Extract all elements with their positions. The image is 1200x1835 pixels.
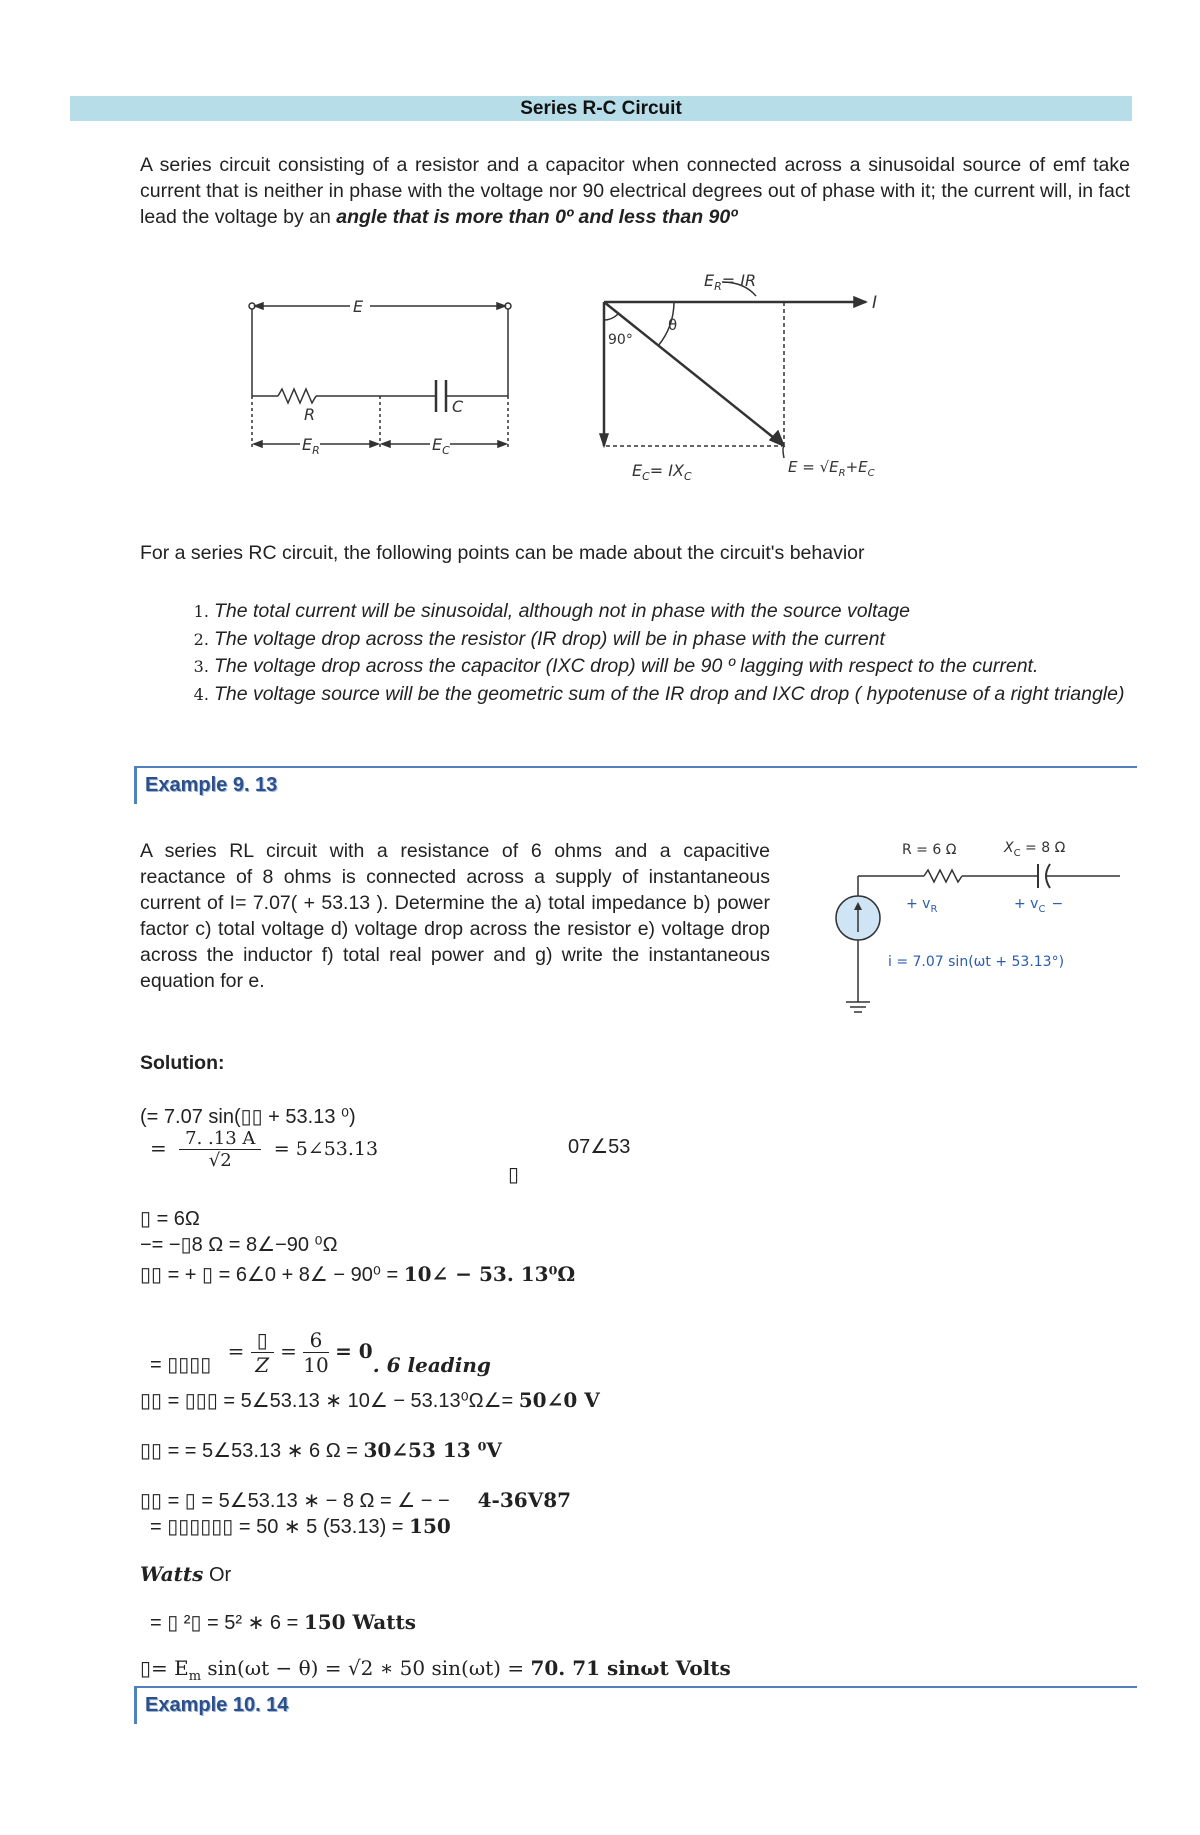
phasor-label-ER: $E_R=$ IR xyxy=(704,271,757,293)
impedance-eq: ▯▯ = + ▯ = 6∠0 + 8∠ − 90⁰ = 10∠ − 53. 13⁰Ω xyxy=(140,1262,576,1286)
label-C: C xyxy=(452,397,464,416)
label-vR: + $v_R$ xyxy=(906,896,938,915)
example-header-next xyxy=(134,1686,1137,1724)
label-Xc-8ohm: $X_C = 8$ Ω xyxy=(1004,840,1066,859)
side-note: 07∠53 xyxy=(568,1136,631,1158)
reactance-eq: −= −▯8 Ω = 8∠−90 ⁰Ω xyxy=(140,1234,338,1256)
list-item: 2. The voltage drop across the resistor (IR drop) will be in phase with the current xyxy=(214,626,1169,654)
label-EC: $E_C$ xyxy=(432,435,450,457)
example-header xyxy=(134,766,1137,804)
fraction: $\frac{7. .13 A}{√2}$ xyxy=(179,1128,261,1171)
rc-source-circuit xyxy=(824,830,1124,1030)
points-intro: For a series RC circuit, the following points can be made about the circuit's behavior xyxy=(140,542,865,564)
list-item: 1. The total current will be sinusoidal, although not in phase with the source voltage xyxy=(214,598,1169,626)
intro-paragraph xyxy=(140,152,1130,230)
section-title: Series R-C Circuit xyxy=(70,96,1132,121)
phasor-label-90: 90° xyxy=(608,332,633,348)
example-problem-text: A series RL circuit with a resistance of 6 ohms and a capacitive reactance of 8 ohms is connected across a supply of instantaneous current of I= 7.07( + 53.13 ). Determine the a) total impedance b) power factor c) total voltage d) voltage drop across the resistor e) voltage drop across the inductor f) total real power and g) write the instantaneous equation for e. xyxy=(140,840,770,992)
label-current-i: i = 7.07 sin(ωt + 53.13°) xyxy=(888,954,1065,970)
label-ER: $E_R$ xyxy=(302,435,320,457)
example-title: Example 9. 13 xyxy=(145,774,278,796)
intro-text: A series circuit consisting of a resistor and a capacitor when connected across a sinusoidal source of emf take current that is neither in phase with the voltage nor 90 electrical degrees out of phase with it; the current will, in fact lead the voltage by an xyxy=(140,154,1130,228)
label-E: E xyxy=(353,297,364,316)
phasor-label-E-hyp: $E = √E_R+E_C$ xyxy=(788,458,875,479)
power-factor-eq: = ▯▯▯▯ = $\frac{▯}{Z}$ = $\frac{6}{10}$ = 𝟎. 6 leading xyxy=(150,1328,491,1377)
phasor-label-EC: $E_C= IX_C$ xyxy=(632,461,692,483)
capacitor-voltage-eq: ▯▯ = ▯ = 5∠53.13 ∗ − 8 Ω = ∠ − − 4‑36V87 xyxy=(140,1488,572,1512)
phasor-label-I: I xyxy=(872,293,878,313)
phasor-label-theta: θ xyxy=(668,316,678,334)
placeholder-glyph: ▯ xyxy=(508,1162,520,1186)
list-item: 3. The voltage drop across the capacitor (IXC drop) will be 90 º lagging with respect to the current. xyxy=(214,653,1169,681)
watts-or: Watts Or xyxy=(140,1562,232,1586)
total-voltage-eq: ▯▯ = ▯▯▯ = 5∠53.13 ∗ 10∠ − 53.13⁰Ω∠= 50∠0 V xyxy=(140,1388,600,1412)
real-power-alt-eq: = ▯ ²▯ = 5² ∗ 6 = 150 Watts xyxy=(150,1610,416,1634)
series-rc-circuit-diagram xyxy=(240,292,520,472)
label-R-6ohm: R = 6 Ω xyxy=(902,842,957,858)
real-power-eq: = ▯▯▯▯▯▯ = 50 ∗ 5 (53.13) = 150 xyxy=(150,1514,451,1538)
current-expression: (= 7.07 sin(▯▯ + 53.13 ⁰) xyxy=(140,1106,356,1128)
solution-label: Solution: xyxy=(140,1052,225,1074)
behavior-list xyxy=(178,598,1169,708)
intro-emphasis: angle that is more than 0º and less than 90º xyxy=(336,206,738,228)
list-item: 4. The voltage source will be the geometric sum of the IR drop and IXC drop ( hypotenuse of a right triangle) xyxy=(214,681,1169,709)
current-phasor: = $\frac{7. .13 A}{√2}$ = 5∠53.13 xyxy=(150,1128,379,1171)
resistance-eq: ▯ = 6Ω xyxy=(140,1208,200,1230)
instantaneous-voltage-eq: ▯= $E_m$ sin(ωt − θ) = √2 ∗ 50 sin(ωt) = 70. 71 sinωt Volts xyxy=(140,1656,731,1684)
label-vC: + $v_C$ − xyxy=(1014,896,1064,915)
resistor-voltage-eq: ▯▯ = = 5∠53.13 ∗ 6 Ω = 30∠53 13 ⁰V xyxy=(140,1438,502,1462)
example-title-next: Example 10. 14 xyxy=(145,1694,289,1716)
label-R: R xyxy=(304,405,316,424)
phasor-diagram xyxy=(594,268,924,488)
